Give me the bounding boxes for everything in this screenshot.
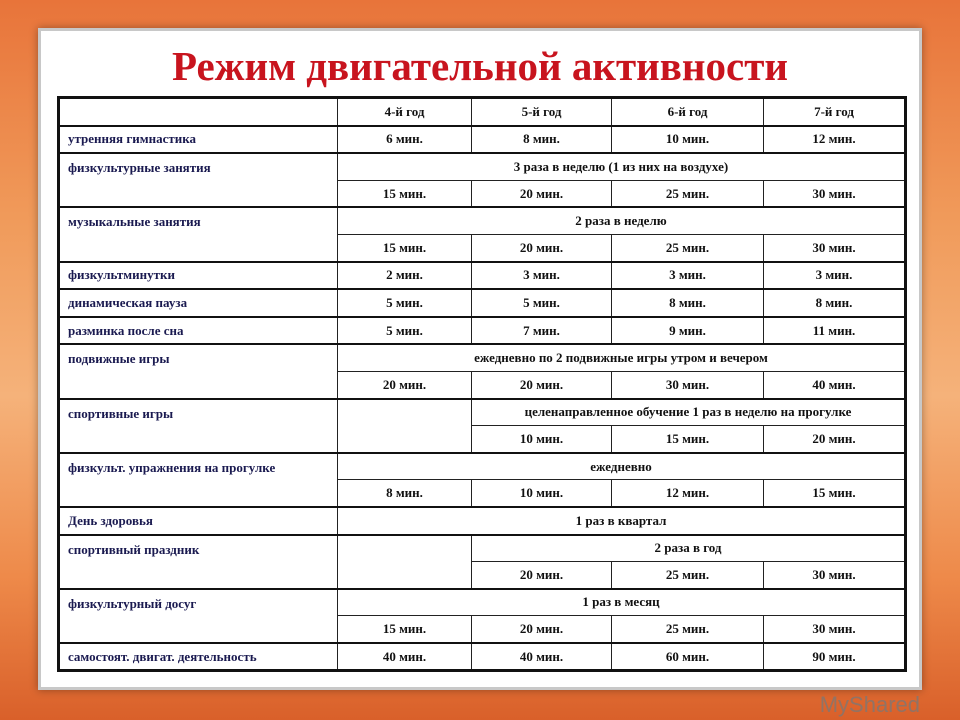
table-row (59, 643, 906, 671)
duration-cell: 60 мин. (612, 643, 764, 671)
table-row (59, 589, 906, 616)
duration-cell: 25 мин. (612, 616, 764, 643)
duration-cell: 15 мин. (764, 480, 906, 507)
watermark: MyShared (819, 692, 920, 717)
frequency-cell: ежедневно (338, 453, 906, 480)
duration-cell: 40 мин. (472, 643, 612, 671)
duration-cell: 25 мин. (612, 234, 764, 261)
table-row (59, 453, 906, 480)
duration-cell: 20 мин. (472, 234, 612, 261)
duration-cell: 90 мин. (764, 643, 906, 671)
column-header: 5-й год (472, 98, 612, 126)
frequency-cell: ежедневно по 2 подвижные игры утром и вечером (338, 344, 906, 371)
row-label: физкультминутки (59, 262, 338, 290)
duration-cell: 8 мин. (472, 126, 612, 154)
duration-cell: 5 мин. (472, 289, 612, 317)
frequency-cell: 2 раза в год (472, 535, 906, 562)
row-label: музыкальные занятия (59, 207, 338, 261)
duration-cell: 15 мин. (338, 616, 472, 643)
table-row (59, 344, 906, 371)
duration-cell: 3 мин. (472, 262, 612, 290)
duration-cell: 8 мин. (764, 289, 906, 317)
duration-cell: 10 мин. (612, 126, 764, 154)
header-empty (59, 98, 338, 126)
frequency-cell: 1 раз в квартал (338, 507, 906, 535)
row-label: физкульт. упражнения на прогулке (59, 453, 338, 507)
activity-table (57, 96, 907, 672)
duration-cell: 10 мин. (472, 480, 612, 507)
duration-cell: 30 мин. (764, 562, 906, 589)
row-label: физкультурный досуг (59, 589, 338, 643)
duration-cell: 3 мин. (764, 262, 906, 290)
duration-cell: 20 мин. (338, 371, 472, 398)
duration-cell: 15 мин. (338, 234, 472, 261)
duration-cell: 25 мин. (612, 562, 764, 589)
column-header: 7-й год (764, 98, 906, 126)
row-label: динамическая пауза (59, 289, 338, 317)
duration-cell: 20 мин. (764, 426, 906, 453)
duration-cell: 11 мин. (764, 317, 906, 345)
duration-cell: 2 мин. (338, 262, 472, 290)
frequency-cell: 1 раз в месяц (338, 589, 906, 616)
duration-cell: 30 мин. (764, 234, 906, 261)
row-label: физкультурные занятия (59, 153, 338, 207)
duration-cell: 40 мин. (764, 371, 906, 398)
duration-cell: 6 мин. (338, 126, 472, 154)
frequency-cell: 2 раза в неделю (338, 207, 906, 234)
duration-cell: 5 мин. (338, 317, 472, 345)
table-row (59, 399, 906, 426)
table-row (59, 507, 906, 535)
table-row (59, 153, 906, 180)
duration-cell: 8 мин. (338, 480, 472, 507)
table-row (59, 317, 906, 345)
table-row (59, 535, 906, 562)
duration-cell: 7 мин. (472, 317, 612, 345)
duration-cell: 20 мин. (472, 616, 612, 643)
duration-cell: 20 мин. (472, 371, 612, 398)
duration-cell: 25 мин. (612, 180, 764, 207)
duration-cell: 40 мин. (338, 643, 472, 671)
duration-cell: 5 мин. (338, 289, 472, 317)
duration-cell: 10 мин. (472, 426, 612, 453)
table-row (59, 126, 906, 154)
duration-cell: 8 мин. (612, 289, 764, 317)
empty-cell (338, 535, 472, 589)
header-row (59, 98, 906, 126)
row-label: самостоят. двигат. деятельность (59, 643, 338, 671)
row-label: разминка после сна (59, 317, 338, 345)
table-row (59, 262, 906, 290)
column-header: 4-й год (338, 98, 472, 126)
row-label: подвижные игры (59, 344, 338, 398)
row-label: День здоровья (59, 507, 338, 535)
duration-cell: 12 мин. (612, 480, 764, 507)
row-label: спортивный праздник (59, 535, 338, 589)
column-header: 6-й год (612, 98, 764, 126)
table-row (59, 207, 906, 234)
duration-cell: 3 мин. (612, 262, 764, 290)
frequency-cell: целенаправленное обучение 1 раз в неделю на прогулке (472, 399, 906, 426)
duration-cell: 20 мин. (472, 180, 612, 207)
duration-cell: 9 мин. (612, 317, 764, 345)
duration-cell: 30 мин. (612, 371, 764, 398)
row-label: спортивные игры (59, 399, 338, 453)
frequency-cell: 3 раза в неделю (1 из них на воздухе) (338, 153, 906, 180)
duration-cell: 20 мин. (472, 562, 612, 589)
duration-cell: 30 мин. (764, 616, 906, 643)
row-label: утренняя гимнастика (59, 126, 338, 154)
duration-cell: 15 мин. (338, 180, 472, 207)
duration-cell: 30 мин. (764, 180, 906, 207)
page-title: Режим двигательной активности (172, 43, 788, 89)
duration-cell: 15 мин. (612, 426, 764, 453)
duration-cell: 12 мин. (764, 126, 906, 154)
empty-cell (338, 399, 472, 453)
table-row (59, 289, 906, 317)
